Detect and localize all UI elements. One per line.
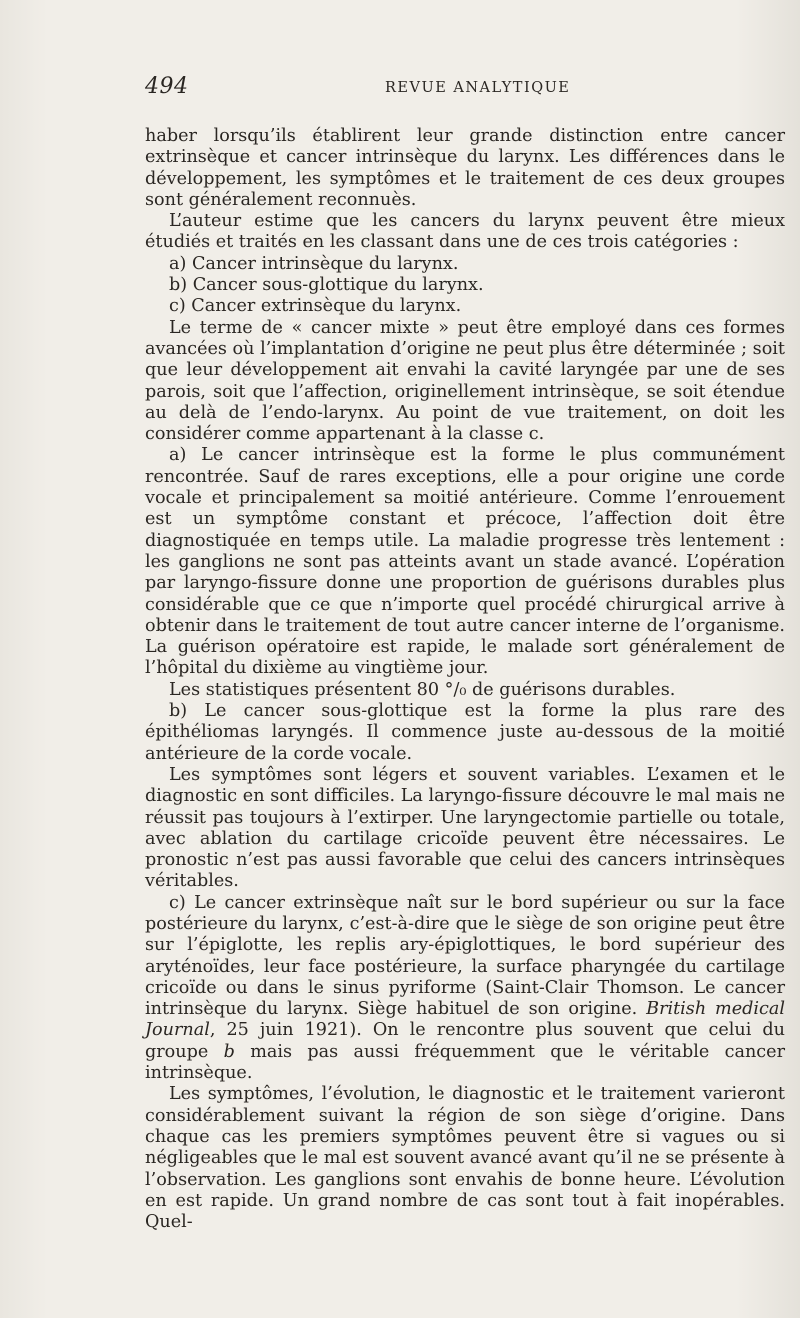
- text-run: c) Le cancer extrinsèque naît sur le bord supérieur ou sur la face postérieure du larynx, c’est-à-dire que le siège de son origine peut être sur l’épiglotte, les replis ary-épiglottiques, le bord supérieur des aryténoïdes, leur face postérieure, la surface pharyngée du cartilage cricoïde ou dans le sinus pyriforme (Saint-Clair Thomson. Le cancer intrinsèque du larynx. Siège habituel de son origine.: [145, 892, 785, 1020]
- page-number: 494: [145, 74, 189, 99]
- paragraph: haber lorsqu’ils établirent leur grande distinction entre cancer extrinsèque et cancer intrinsèque du larynx. Les différences dans le développement, les symptômes et le traitement de ces deux groupes sont généralement reconnuès.: [145, 126, 785, 210]
- paragraph: Les statistiques présentent 80 °/₀ de guérisons durables.: [169, 679, 676, 700]
- page-header: [145, 74, 785, 104]
- paragraph: Les symptômes, l’évolution, le diagnostic et le traitement varieront considérablement suivant la région de son siège d’origine. Dans chaque cas les premiers symptômes peuvent être si vagues ou si négligeables que le mal est souvent avancé avant qu’il ne se présente à l’observation. Les ganglions sont envahis de bonne heure. L’évolution en est rapide. Un grand nombre de cas sont tout à fait inopérables. Quel-: [145, 1084, 785, 1233]
- paragraph: Les symptômes sont légers et souvent variables. L’examen et le diagnostic en sont difficiles. La laryngo-fissure découvre le mal mais ne réussit pas toujours à l’extirper. Une laryngectomie partielle ou totale, avec ablation du cartilage cricoïde peuvent être nécessaires. Le pronostic n’est pas aussi favorable que celui des cancers intrinsèques véritables.: [145, 764, 785, 892]
- paragraph: b) Le cancer sous-glottique est la forme la plus rare des épithéliomas laryngés. Il commence juste au-dessous de la moitié antérieure de la corde vocale.: [145, 701, 785, 764]
- list-item: a) Cancer intrinsèque du larynx.: [169, 253, 459, 274]
- paragraph: a) Le cancer intrinsèque est la forme le plus communément rencontrée. Sauf de rares exceptions, elle a pour origine une corde vocale et principalement sa moitié antérieure. Comme l’enrouement est un symptôme constant et précoce, l’affection doit être diagnostiquée en temps utile. La maladie progresse très lentement : les ganglions ne sont pas atteints avant un stade avancé. L’opération par laryngo-fissure donne une proportion de guérisons durables plus considérable que ce que n’importe quel procédé chirurgical arrive à obtenir dans le traitement de tout autre cancer interne de l’organisme. La guérison opératoire est rapide, le malade sort généralement de l’hôpital du dixième au vingtième jour.: [145, 445, 785, 679]
- text-run: mais pas aussi fréquemment que le véritable cancer intrinsèque.: [145, 1041, 785, 1084]
- group-letter: b: [223, 1041, 235, 1062]
- running-head: REVUE ANALYTIQUE: [385, 80, 571, 96]
- citation-journal: British medical Journal: [145, 999, 785, 1041]
- paragraph: Le terme de « cancer mixte » peut être employé dans ces formes avancées où l’implantation d’origine ne peut plus être déterminée ; soit que leur développement ait envahi la cavité laryngée par une de ses parois, soit que l’affection, originellement intrinsèque, se soit étendue au delà de l’endo-larynx. Au point de vue traitement, on doit les considérer comme appartenant à la classe c.: [145, 317, 785, 445]
- paragraph: L’auteur estime que les cancers du larynx peuvent être mieux étudiés et traités en les classant dans une de ces trois catégories :: [145, 211, 785, 253]
- paragraph: [145, 893, 785, 1085]
- list-item: c) Cancer extrinsèque du larynx.: [169, 296, 462, 317]
- text-run: , 25 juin 1921). On le rencontre plus souvent que celui du groupe: [145, 1020, 785, 1062]
- list-item: b) Cancer sous-glottique du larynx.: [169, 275, 484, 296]
- body-text: [145, 126, 785, 1233]
